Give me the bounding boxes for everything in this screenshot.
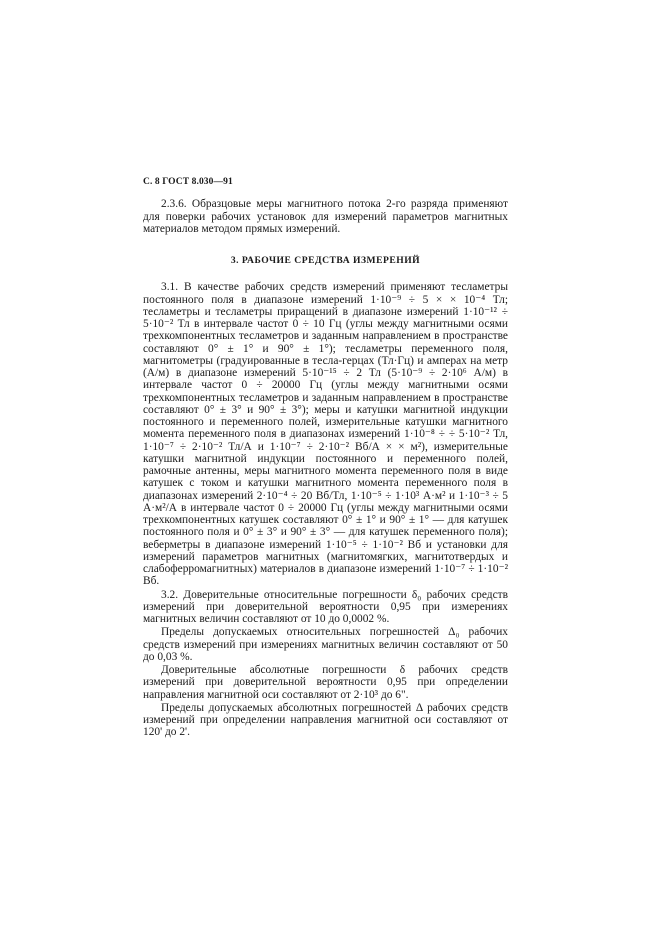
page-header: С. 8 ГОСТ 8.030—91 bbox=[143, 177, 233, 187]
paragraph-relative-limits: Пределы допускаемых относительных погрешностей Δ₀ рабочих средств измерений при измерениях магнитных величин составляют от 50 до 0,03 %. bbox=[143, 626, 508, 663]
paragraph-2-3-6: 2.3.6. Образцовые меры магнитного потока 2-го разряда применяют для поверки рабочих установок для измерений параметров магнитных материалов методом прямых измерений. bbox=[143, 198, 508, 235]
section-title: 3. РАБОЧИЕ СРЕДСТВА ИЗМЕРЕНИЙ bbox=[230, 255, 421, 266]
paragraph-3-2: 3.2. Доверительные относительные погрешности δ₀ рабочих средств измерений при доверительной вероятности 0,95 при измерениях магнитных величин составляют от 10 до 0,0002 %. bbox=[143, 588, 508, 625]
document-page bbox=[143, 176, 508, 739]
paragraph-absolute-confidence: Доверительные абсолютные погрешности δ рабочих средств измерений при доверительной вероятности 0,95 при определении направления магнитной оси составляют от 2·10³ до 6". bbox=[143, 664, 508, 701]
paragraph-absolute-limits: Пределы допускаемых абсолютных погрешностей Δ рабочих средств измерений при определении направления магнитной оси составляют от 120' до 2'. bbox=[143, 701, 508, 739]
paragraph-3-1: 3.1. В качестве рабочих средств измерений применяют тесламетры постоянного поля в диапазоне измерений 1·10⁻⁹ ÷ 5 × × 10⁻⁴ Тл; тесламетры и тесламетры приращений в диапазоне измерений 1·10⁻¹² ÷ 5·10⁻² Тл в интервале частот 0 ÷ 10 Гц (углы между магнитными осями трехкомпонентных тесламетров и заданным направлением в пространстве составляют 0° ± 1° и 90° ± 1°); тесламетры переменного поля, магнитометры (градуированные в тесла-герцах (Тл·Гц) и амперах на метр (А/м) в диапазоне измерений 5·10⁻¹⁵ ÷ 2 Тл (5·10⁻⁹ ÷ 2·10⁶ А/м) в интервале частот 0 ÷ 20000 Гц (углы между магнитными осями трехкомпонентных тесламетров и заданным направлением в пространстве составляют 0° ± 3° и 90° ± 3°); меры и катушки магнитной индукции постоянного и переменного полей, измерительные катушки магнитного момента переменного поля в диапазонах измерений 1·10⁻⁸ ÷ ÷ 5·10⁻² Тл, 1·10⁻⁷ ÷ 2·10⁻² Тл/А и 1·10⁻⁷ ÷ 2·10⁻² Вб/А × × м²), измерительные катушки магнитной индукции постоянного и переменного полей, рамочные антенны, меры магнитного момента переменного поля в виде катушек с током и катушки магнитного момента переменного поля в диапазонах измерений 2·10⁻⁴ ÷ 20 Вб/Тл, 1·10⁻⁵ ÷ 1·10³ А·м² и 1·10⁻³ ÷ 5 А·м²/А в интервале частот 0 ÷ 20000 Гц (углы между магнитными осями трехкомпонентных катушек составляют 0° ± 1° и 90° ± 1° — для катушек постоянного поля и 0° ± 3° и 90° ± 3° — для катушек переменного поля); веберметры в диапазоне измерений 1·10⁻⁵ ÷ 1·10⁻² Вб и установки для измерений параметров магнитных (магнитомягких, магнитотвердых и слабоферромагнитных) материалов в диапазоне измерений 1·10⁻⁷ ÷ 1·10⁻² Вб. bbox=[143, 281, 508, 588]
